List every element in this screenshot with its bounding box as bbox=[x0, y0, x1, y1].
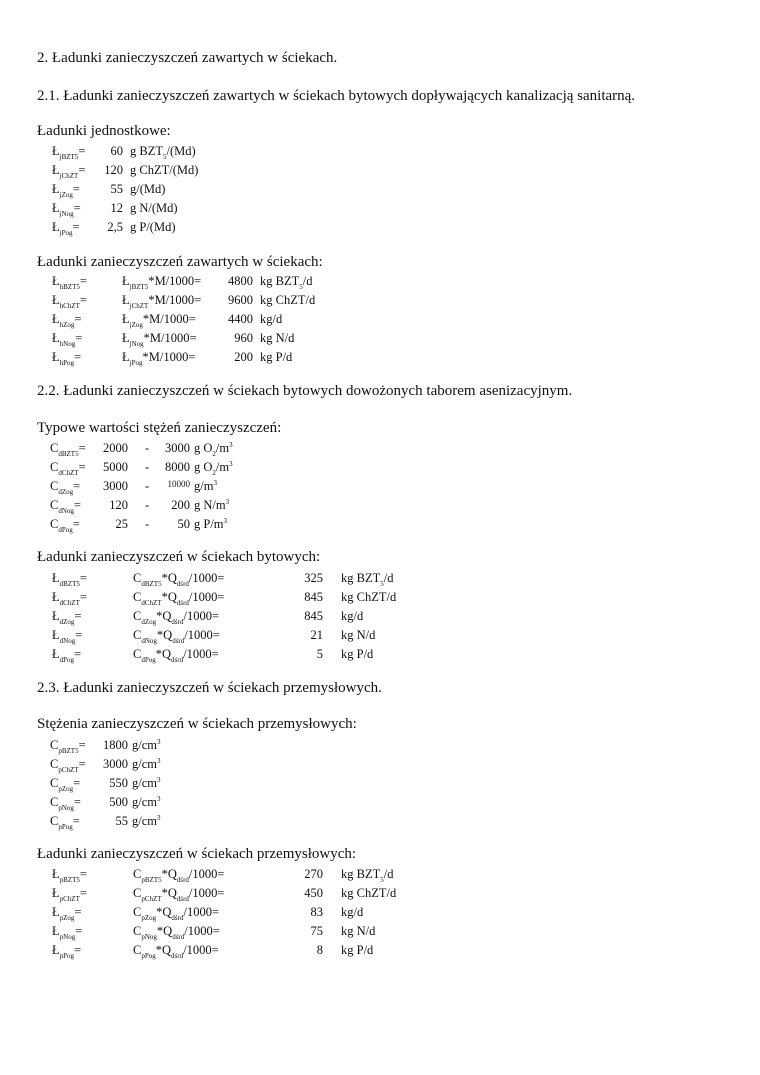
industrial-load-symbol: $Ł_{pChZT}=$ bbox=[52, 886, 87, 903]
typical-to: 8000 bbox=[165, 460, 190, 474]
heading-loads-in-sewage: Ładunki zanieczyszczeń zawartych w ściekach: bbox=[37, 254, 323, 270]
industrial-load-value: 83 bbox=[310, 905, 323, 919]
industrial-load-unit: kg/d bbox=[341, 905, 364, 919]
load-unit: kg N/d bbox=[260, 331, 295, 345]
heading-industrial-concentrations: Stężenia zanieczyszczeń w ściekach przemysłowych: bbox=[37, 716, 357, 732]
load-value: 960 bbox=[234, 331, 253, 345]
industrial-load-formula: $C_{pPog}*Q_{dśrd}/1000=$ bbox=[133, 943, 219, 960]
load-symbol: $Ł_{hNog}=$ bbox=[52, 331, 83, 348]
domestic-unit: kg $BZT_5/d$ bbox=[341, 571, 394, 588]
typical-to: 10000 bbox=[167, 479, 190, 489]
domestic-value: 21 bbox=[310, 628, 323, 642]
industrial-conc-value: 550 bbox=[109, 776, 128, 790]
typical-from: 3000 bbox=[103, 479, 128, 493]
typical-from: 2000 bbox=[103, 441, 128, 455]
domestic-symbol: $Ł_{dZog}=$ bbox=[52, 609, 82, 626]
typical-unit: g $O_2/m^3$ bbox=[194, 460, 233, 477]
heading-unit-loads: Ładunki jednostkowe: bbox=[37, 123, 171, 139]
load-symbol: $Ł_{hBZT5}=$ bbox=[52, 274, 87, 291]
unit-load-symbol: $Ł_{jZog}=$ bbox=[52, 182, 80, 199]
load-unit: kg $BZT_5/d$ bbox=[260, 274, 313, 291]
industrial-conc-symbol: $C_{pChZT}=$ bbox=[50, 757, 86, 774]
load-formula: $Ł_{jBZT5}*M/1000=$ bbox=[122, 274, 202, 291]
typical-unit: g $O_2/m^3$ bbox=[194, 441, 233, 458]
unit-load-symbol: $Ł_{jNog}=$ bbox=[52, 201, 81, 218]
industrial-load-value: 450 bbox=[304, 886, 323, 900]
industrial-load-symbol: $Ł_{pNog}=$ bbox=[52, 924, 83, 941]
industrial-conc-unit: $g/cm^3$ bbox=[132, 738, 161, 752]
typical-dash: - bbox=[145, 517, 150, 531]
industrial-conc-value: 3000 bbox=[103, 757, 128, 771]
unit-load-unit: g/(Md) bbox=[130, 182, 166, 196]
heading-2-3: 2.3. Ładunki zanieczyszczeń w ściekach przemysłowych. bbox=[37, 680, 382, 696]
typical-symbol: $C_{dNog}=$ bbox=[50, 498, 81, 515]
load-formula: $Ł_{jChZT}*M/1000=$ bbox=[122, 293, 202, 310]
industrial-load-unit: kg P/d bbox=[341, 943, 374, 957]
unit-load-unit: g N/(Md) bbox=[130, 201, 178, 215]
typical-unit: g $N/m^3$ bbox=[194, 498, 230, 512]
domestic-value: 845 bbox=[304, 609, 323, 623]
typical-to: 3000 bbox=[165, 441, 190, 455]
unit-load-value: 2,5 bbox=[107, 220, 123, 234]
load-formula: $Ł_{jNog}*M/1000=$ bbox=[122, 331, 197, 348]
domestic-unit: kg P/d bbox=[341, 647, 374, 661]
industrial-conc-value: 500 bbox=[109, 795, 128, 809]
typical-from: 120 bbox=[109, 498, 128, 512]
industrial-load-value: 8 bbox=[316, 943, 323, 957]
unit-load-symbol: $Ł_{jChZT}=$ bbox=[52, 163, 86, 180]
heading-2-1: 2.1. Ładunki zanieczyszczeń zawartych w ściekach bytowych dopływających kanalizacją sanitarną. bbox=[37, 88, 636, 104]
domestic-symbol: $Ł_{dPog}=$ bbox=[52, 647, 82, 664]
domestic-unit: kg N/d bbox=[341, 628, 376, 642]
load-unit: kg P/d bbox=[260, 350, 293, 364]
heading-2-2: 2.2. Ładunki zanieczyszczeń w ściekach bytowych dowożonych taborem asenizacyjnym. bbox=[37, 383, 573, 399]
typical-unit: $g/m^3$ bbox=[194, 479, 217, 493]
load-unit: kg/d bbox=[260, 312, 283, 326]
domestic-formula: $C_{dBZT5}*Q_{dśrd}/1000=$ bbox=[133, 571, 225, 588]
industrial-conc-symbol: $C_{pPog}=$ bbox=[50, 814, 80, 831]
domestic-symbol: $Ł_{dNog}=$ bbox=[52, 628, 83, 645]
typical-dash: - bbox=[145, 441, 150, 455]
load-symbol: $Ł_{hPog}=$ bbox=[52, 350, 82, 367]
typical-from: 5000 bbox=[103, 460, 128, 474]
unit-load-unit: g P/(Md) bbox=[130, 220, 176, 234]
typical-symbol: $C_{dPog}=$ bbox=[50, 517, 80, 534]
typical-from: 25 bbox=[115, 517, 128, 531]
domestic-formula: $C_{dZog}*Q_{dśrd}/1000=$ bbox=[133, 609, 219, 626]
load-formula: $Ł_{jZog}*M/1000=$ bbox=[122, 312, 196, 329]
unit-load-value: 55 bbox=[110, 182, 123, 196]
industrial-load-value: 75 bbox=[310, 924, 323, 938]
typical-to: 50 bbox=[177, 517, 190, 531]
load-symbol: $Ł_{hChZT}=$ bbox=[52, 293, 87, 310]
industrial-load-formula: $C_{pNog}*Q_{dśrd}/1000=$ bbox=[133, 924, 220, 941]
unit-load-symbol: $Ł_{jPog}=$ bbox=[52, 220, 80, 237]
load-symbol: $Ł_{hZog}=$ bbox=[52, 312, 82, 329]
domestic-value: 5 bbox=[316, 647, 323, 661]
typical-to: 200 bbox=[171, 498, 190, 512]
industrial-conc-symbol: $C_{pBZT5}=$ bbox=[50, 738, 86, 755]
unit-load-value: 120 bbox=[104, 163, 123, 177]
typical-symbol: $C_{dBZT5}=$ bbox=[50, 441, 86, 458]
load-value: 4400 bbox=[228, 312, 253, 326]
domestic-unit: kg/d bbox=[341, 609, 364, 623]
industrial-conc-symbol: $C_{pNog}=$ bbox=[50, 795, 81, 812]
domestic-value: 325 bbox=[304, 571, 323, 585]
industrial-load-formula: $C_{pZog}*Q_{dśrd}/1000=$ bbox=[133, 905, 219, 922]
industrial-conc-unit: $g/cm^3$ bbox=[132, 795, 161, 809]
load-unit: kg ChZT/d bbox=[260, 293, 316, 307]
domestic-value: 845 bbox=[304, 590, 323, 604]
heading-industrial-loads: Ładunki zanieczyszczeń w ściekach przemysłowych: bbox=[37, 846, 357, 862]
unit-load-value: 60 bbox=[110, 144, 123, 158]
domestic-unit: kg ChZT/d bbox=[341, 590, 397, 604]
industrial-load-symbol: $Ł_{pZog}=$ bbox=[52, 905, 82, 922]
industrial-conc-unit: $g/cm^3$ bbox=[132, 776, 161, 790]
industrial-load-symbol: $Ł_{pBZT5}=$ bbox=[52, 867, 87, 884]
typical-symbol: $C_{dChZT}=$ bbox=[50, 460, 86, 477]
domestic-formula: $C_{dChZT}*Q_{dśrd}/1000=$ bbox=[133, 590, 225, 607]
industrial-conc-unit: $g/cm^3$ bbox=[132, 814, 161, 828]
unit-load-symbol: $Ł_{jBZT5}=$ bbox=[52, 144, 86, 161]
unit-load-value: 12 bbox=[110, 201, 123, 215]
industrial-load-symbol: $Ł_{pPog}=$ bbox=[52, 943, 82, 960]
load-value: 4800 bbox=[228, 274, 253, 288]
industrial-conc-value: 55 bbox=[115, 814, 128, 828]
heading-2: 2. Ładunki zanieczyszczeń zawartych w ściekach. bbox=[37, 50, 338, 66]
industrial-conc-unit: $g/cm^3$ bbox=[132, 757, 161, 771]
unit-load-unit: g ChZT/(Md) bbox=[130, 163, 199, 177]
load-value: 200 bbox=[234, 350, 253, 364]
industrial-load-value: 270 bbox=[304, 867, 323, 881]
domestic-formula: $C_{dNog}*Q_{dśrd}/1000=$ bbox=[133, 628, 220, 645]
heading-typical-concentrations: Typowe wartości stężeń zanieczyszczeń: bbox=[37, 420, 282, 436]
typical-dash: - bbox=[145, 498, 150, 512]
load-formula: $Ł_{jPog}*M/1000=$ bbox=[122, 350, 196, 367]
industrial-conc-symbol: $C_{pZog}=$ bbox=[50, 776, 81, 793]
typical-dash: - bbox=[145, 479, 150, 493]
typical-symbol: $C_{dZog}=$ bbox=[50, 479, 81, 496]
industrial-load-unit: kg N/d bbox=[341, 924, 376, 938]
load-value: 9600 bbox=[228, 293, 253, 307]
industrial-load-formula: $C_{pBZT5}*Q_{dśrd}/1000=$ bbox=[133, 867, 225, 884]
typical-unit: g $P/m^3$ bbox=[194, 517, 228, 531]
industrial-load-unit: kg $BZT_5/d$ bbox=[341, 867, 394, 884]
domestic-symbol: $Ł_{dChZT}=$ bbox=[52, 590, 87, 607]
domestic-formula: $C_{dPog}*Q_{dśrd}/1000=$ bbox=[133, 647, 219, 664]
unit-load-unit: g $BZT_5/(Md)$ bbox=[130, 144, 196, 161]
heading-domestic-loads: Ładunki zanieczyszczeń w ściekach bytowych: bbox=[37, 549, 321, 565]
industrial-load-unit: kg ChZT/d bbox=[341, 886, 397, 900]
industrial-conc-value: 1800 bbox=[103, 738, 128, 752]
domestic-symbol: $Ł_{dBZT5}=$ bbox=[52, 571, 87, 588]
industrial-load-formula: $C_{pChZT}*Q_{dśrd}/1000=$ bbox=[133, 886, 225, 903]
typical-dash: - bbox=[145, 460, 150, 474]
